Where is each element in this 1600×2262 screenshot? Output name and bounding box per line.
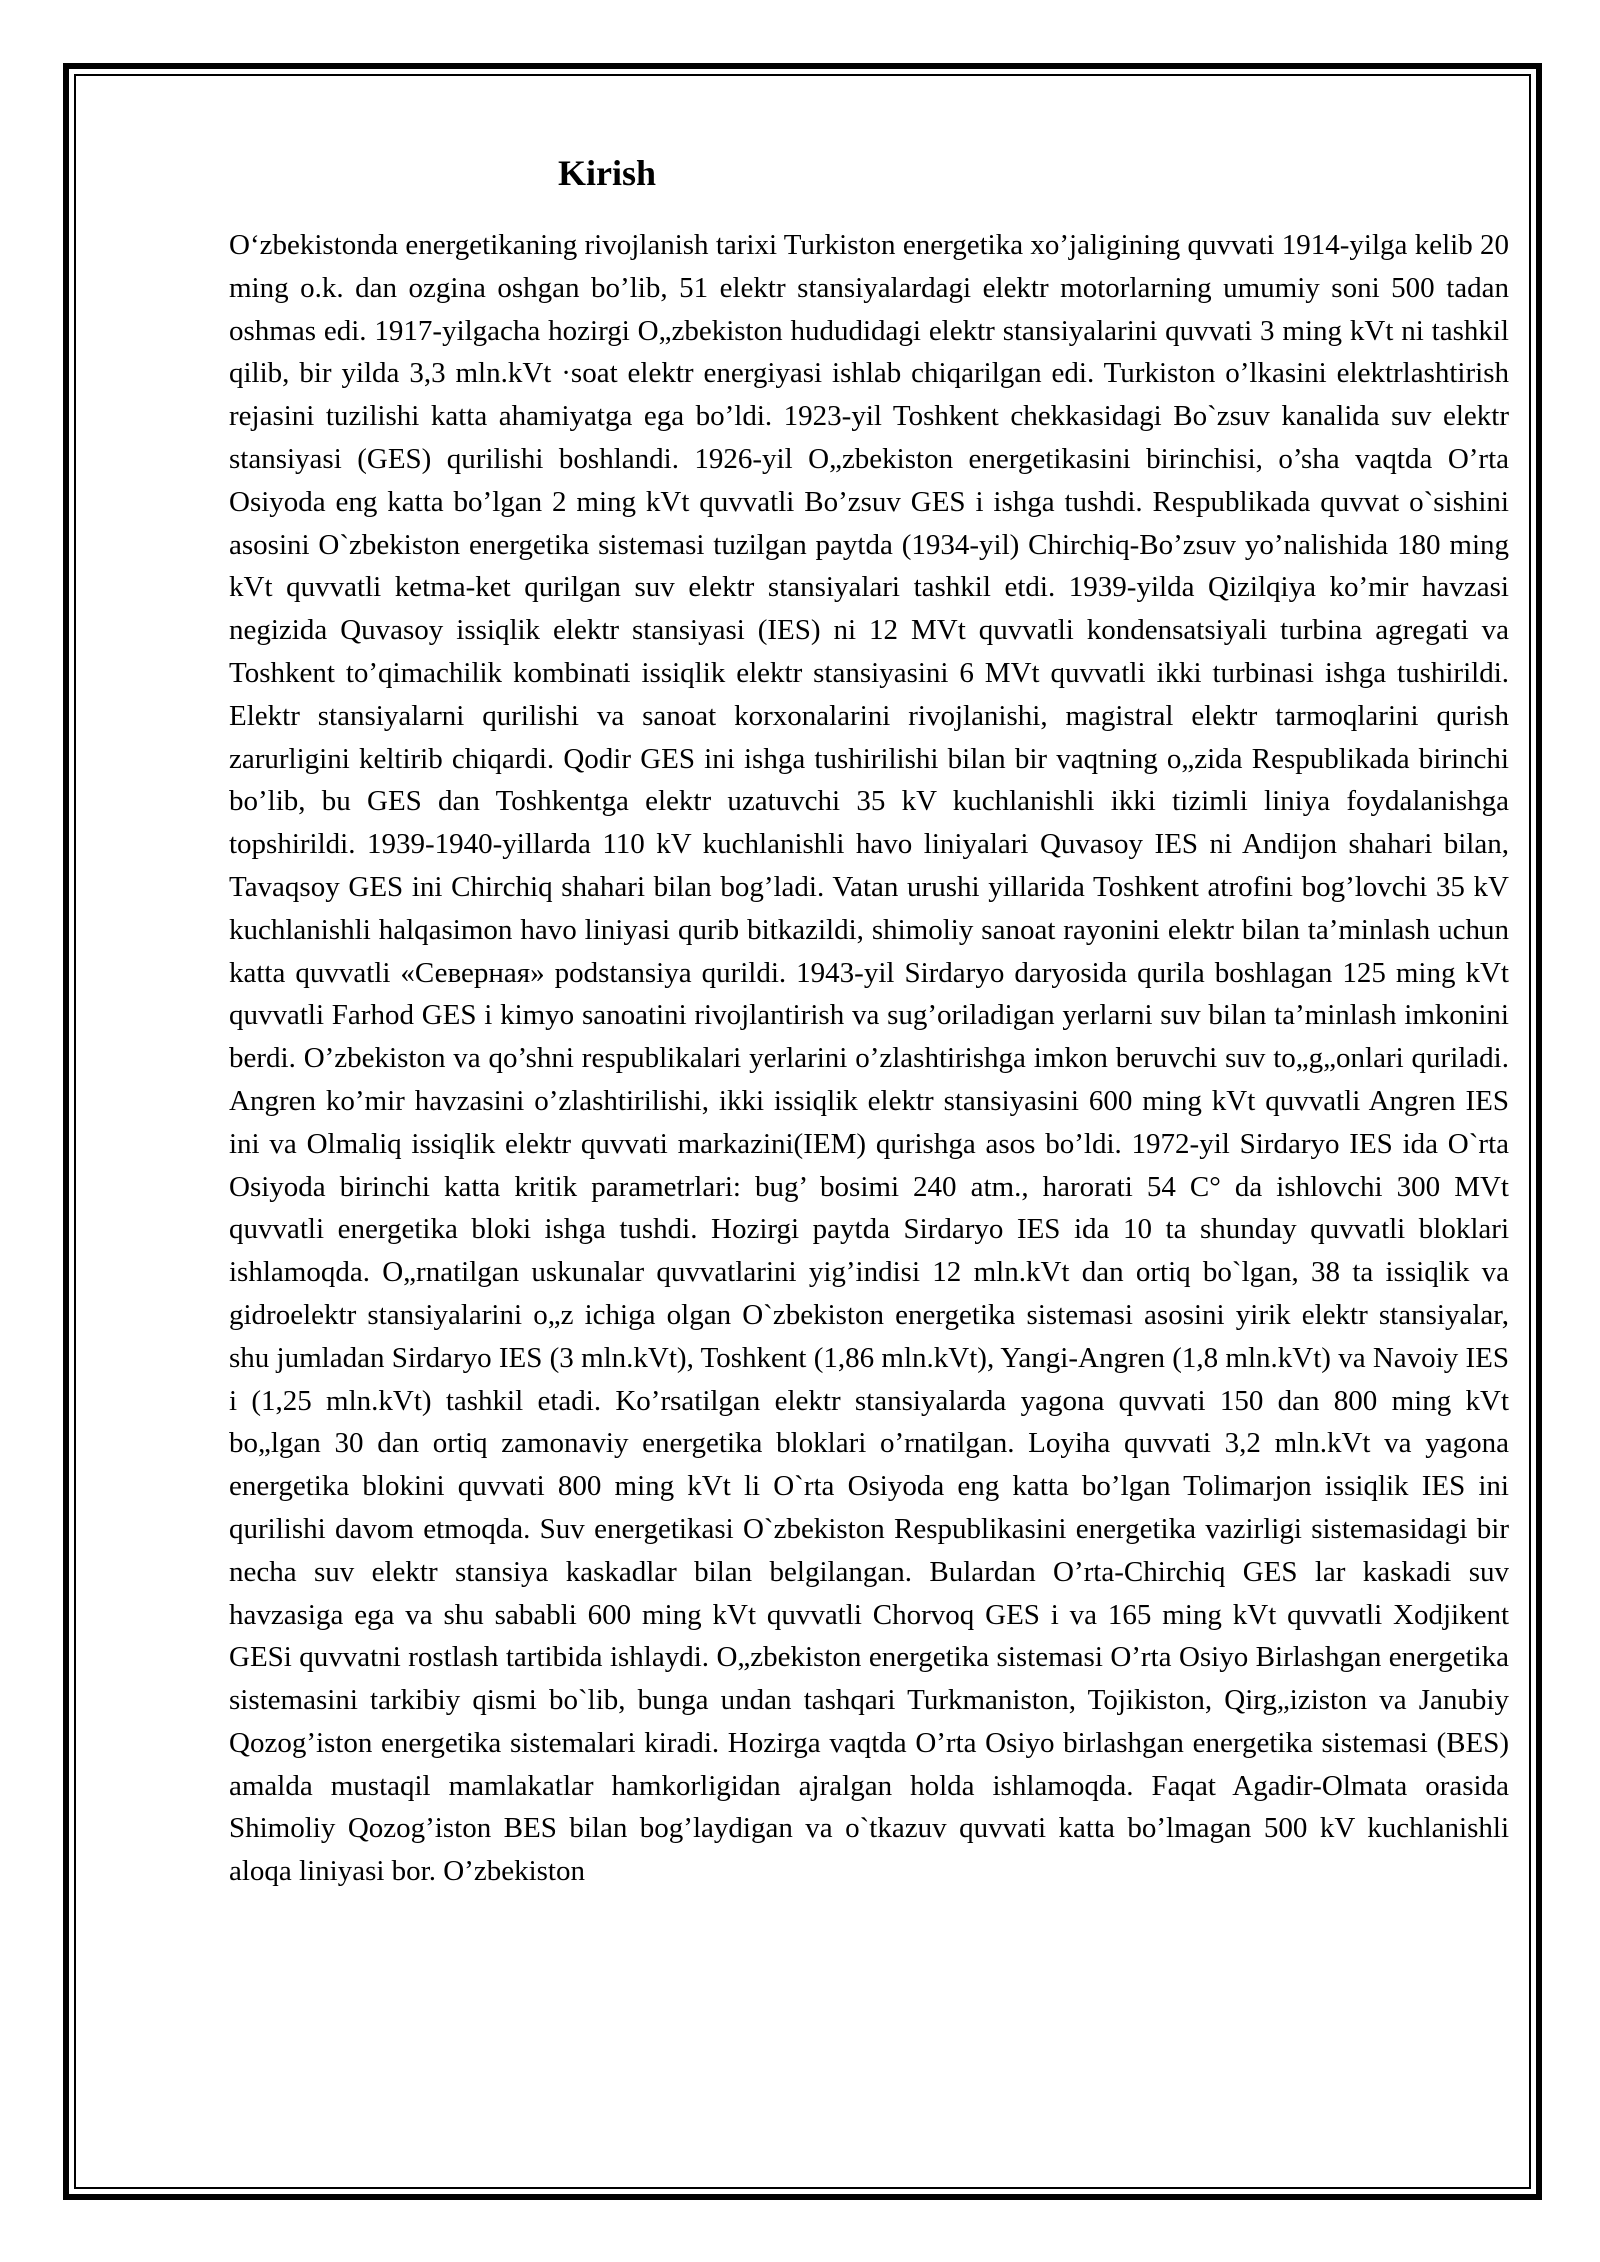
- body-paragraph: O‘zbekistonda energetikaning rivojlanish tarixi Turkiston energetika xo’jaligining quvvati 1914-yilga kelib 20 ming o.k. dan ozgina oshgan bo’lib, 51 elektr stansiyalardagi elektr motorlarning umumiy soni 500 tadan oshmas edi. 1917-yilgacha hozirgi O„zbekiston hududidagi elektr stansiyalarini quvvati 3 ming kVt ni tashkil qilib, bir yilda 3,3 mln.kVt ·soat elektr energiyasi ishlab chiqarilgan edi. Turkiston o’lkasini elektrlashtirish rejasini tuzilishi katta ahamiyatga ega bo’ldi. 1923-yil Toshkent chekkasidagi Bo`zsuv kanalida suv elektr stansiyasi (GES) qurilishi boshlandi. 1926-yil O„zbekiston energetikasini birinchisi, o’sha vaqtda O’rta Osiyoda eng katta bo’lgan 2 ming kVt quvvatli Bo’zsuv GES i ishga tushdi. Respublikada quvvat o`sishini asosini O`zbekiston energetika sistemasi tuzilgan paytda (1934-yil) Chirchiq-Bo’zsuv yo’nalishida 180 ming kVt quvvatli ketma-ket qurilgan suv elektr stansiyalari tashkil etdi. 1939-yilda Qizilqiya ko’mir havzasi negizida Quvasoy issiqlik elektr stansiyasi (IES) ni 12 MVt quvvatli kondensatsiyali turbina agregati va Toshkent to’qimachilik kombinati issiqlik elektr stansiyasini 6 MVt quvvatli ikki turbinasi ishga tushirildi. Elektr stansiyalarni qurilishi va sanoat korxonalarini rivojlanishi, magistral elektr tarmoqlarini qurish zarurligini keltirib chiqardi. Qodir GES ini ishga tushirilishi bilan bir vaqtning o„zida Respublikada birinchi bo’lib, bu GES dan Toshkentga elektr uzatuvchi 35 kV kuchlanishli ikki tizimli liniya foydalanishga topshirildi. 1939-1940-yillarda 110 kV kuchlanishli havo liniyalari Quvasoy IES ni Andijon shahari bilan, Tavaqsoy GES ini Chirchiq shahari bilan bog’ladi. Vatan urushi yillarida Toshkent atrofini bog’lovchi 35 kV kuchlanishli halqasimon havo liniyasi qurib bitkazildi, shimoliy sanoat rayonini elektr bilan ta’minlash uchun katta quvvatli «Северная» podstansiya qurildi. 1943-yil Sirdaryo daryosida qurila boshlagan 125 ming kVt quvvatli Farhod GES i kimyo sanoatini rivojlantirish va sug’oriladigan yerlarni suv bilan ta’minlash imkonini berdi. O’zbekiston va qo’shni respublikalari yerlarini o’zlashtirishga imkon beruvchi suv to„g„onlari quriladi. Angren ko’mir havzasini o’zlashtirilishi, ikki issiqlik elektr stansiyasini 600 ming kVt quvvatli Angren IES ini va Olmaliq issiqlik elektr quvvati markazini(IEM) qurishga asos bo’ldi. 1972-yil Sirdaryo IES ida O`rta Osiyoda birinchi katta kritik parametrlari: bug’ bosimi 240 atm., harorati 54 C° da ishlovchi 300 MVt quvvatli energetika bloki ishga tushdi. Hozirgi paytda Sirdaryo IES ida 10 ta shunday quvvatli bloklari ishlamoqda. O„rnatilgan uskunalar quvvatlarini yig’indisi 12 mln.kVt dan ortiq bo`lgan, 38 ta issiqlik va gidroelektr stansiyalarini o„z ichiga olgan O`zbekiston energetika sistemasi asosini yirik elektr stansiyalar, shu jumladan Sirdaryo IES (3 mln.kVt), Toshkent (1,86 mln.kVt), Yangi-Angren (1,8 mln.kVt) va Navoiy IES i (1,25 mln.kVt) tashkil etadi. Ko’rsatilgan elektr stansiyalarda yagona quvvati 150 dan 800 ming kVt bo„lgan 30 dan ortiq zamonaviy energetika bloklari o’rnatilgan. Loyiha quvvati 3,2 mln.kVt va yagona energetika blokini quvvati 800 ming kVt li O`rta Osiyoda eng katta bo’lgan Tolimarjon issiqlik IES ini qurilishi davom etmoqda. Suv energetikasi O`zbekiston Respublikasini energetika vazirligi sistemasidagi bir necha suv elektr stansiya kaskadlar bilan belgilangan. Bulardan O’rta-Chirchiq GES lar kaskadi suv havzasiga ega va shu sababli 600 ming kVt quvvatli Chorvoq GES i va 165 ming kVt quvvatli Xodjikent GESi quvvatni rostlash tartibida ishlaydi. O„zbekiston energetika sistemasi O’rta Osiyo Birlashgan energetika sistemasini tarkibiy qismi bo`lib, bunga undan tashqari Turkmaniston, Tojikiston, Qirg„iziston va Janubiy Qozog’iston energetika sistemalari kiradi. Hozirga vaqtda O’rta Osiyo birlashgan energetika sistemasi (BES) amalda mustaqil mamlakatlar hamkorligidan ajralgan holda ishlamoqda. Faqat Agadir-Olmata orasida Shimoliy Qozog’iston BES bilan bog’laydigan va o`tkazuv quvvati katta bo’lmagan 500 kV kuchlanishli aloqa liniyasi bor. O’zbekiston: [229, 229, 1509, 1888]
- section-heading: Kirish: [558, 153, 657, 193]
